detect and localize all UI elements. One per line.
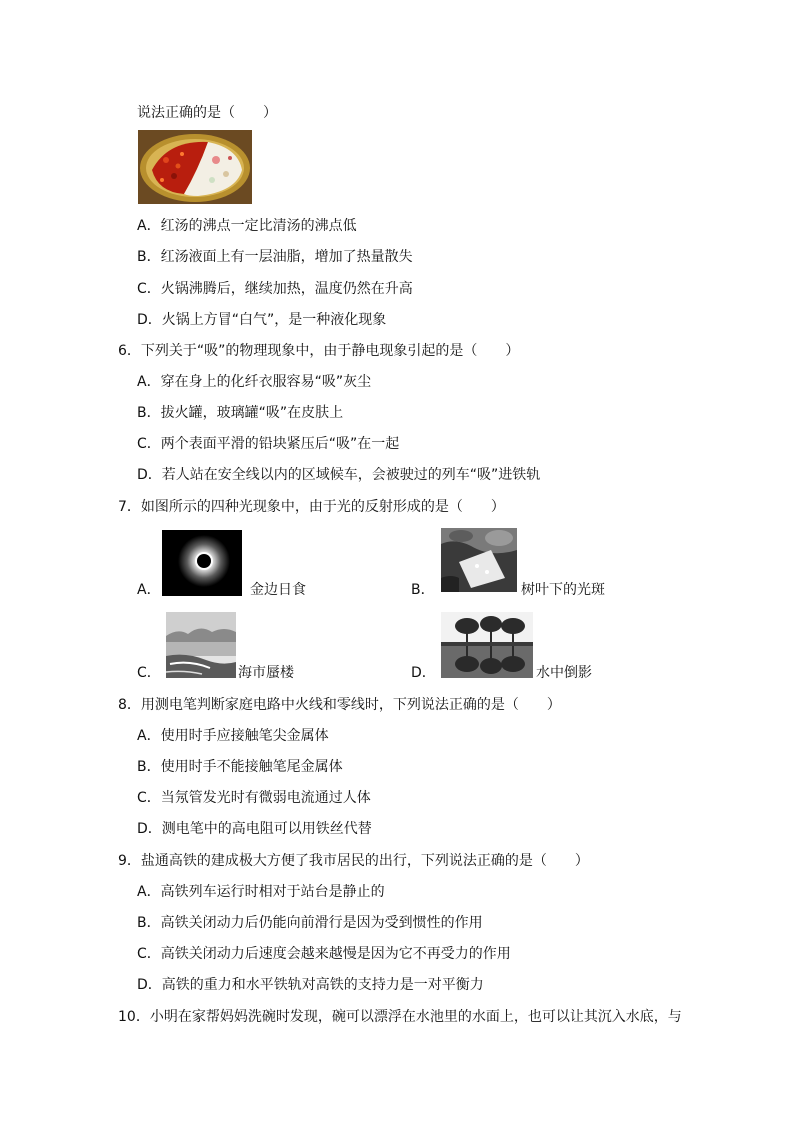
light-spot-image <box>441 528 517 592</box>
mirage-image <box>166 612 236 678</box>
q8-option-c: C．当氖管发光时有微弱电流通过人体 <box>137 790 371 806</box>
q7-choice-c-letter: C． <box>137 665 161 681</box>
q9-option-a: A．高铁列车运行时相对于站台是静止的 <box>137 884 385 900</box>
q8-stem: 8．用测电笔判断家庭电路中火线和零线时，下列说法正确的是（ ） <box>118 697 561 713</box>
q7-choice-d-caption: 水中倒影 <box>536 665 592 681</box>
q7-choice-b-letter: B． <box>411 582 435 598</box>
q7-choice-c-caption: 海市蜃楼 <box>238 665 294 681</box>
q7-choice-b-caption: 树叶下的光斑 <box>521 582 605 598</box>
q6-option-a: A．穿在身上的化纤衣服容易“吸”灰尘 <box>137 374 372 390</box>
q8-option-d: D．测电笔中的高电阻可以用铁丝代替 <box>137 821 372 837</box>
q9-option-d: D．高铁的重力和水平铁轨对高铁的支持力是一对平衡力 <box>137 977 484 993</box>
q7-choice-d-letter: D． <box>411 665 436 681</box>
hotpot-image <box>138 130 252 204</box>
eclipse-image <box>162 530 242 596</box>
q7-choice-a-letter: A． <box>137 582 161 598</box>
q6-option-b: B．拔火罐，玻璃罐“吸”在皮肤上 <box>137 405 344 421</box>
q6-option-d: D．若人站在安全线以内的区域候车，会被驶过的列车“吸”进铁轨 <box>137 467 541 483</box>
q9-option-c: C．高铁关闭动力后速度会越来越慢是因为它不再受力的作用 <box>137 946 511 962</box>
q7-choice-a-caption: 金边日食 <box>250 582 306 598</box>
q9-option-b: B．高铁关闭动力后仍能向前滑行是因为受到惯性的作用 <box>137 915 483 931</box>
q5-option-a: A．红汤的沸点一定比清汤的沸点低 <box>137 218 357 234</box>
q6-option-c: C．两个表面平滑的铅块紧压后“吸”在一起 <box>137 436 400 452</box>
q5-stem-tail: 说法正确的是（ ） <box>137 105 277 121</box>
q5-option-c: C．火锅沸腾后，继续加热，温度仍然在升高 <box>137 281 413 297</box>
q5-option-d: D．火锅上方冒“白气”，是一种液化现象 <box>137 312 387 328</box>
q8-option-a: A．使用时手应接触笔尖金属体 <box>137 728 329 744</box>
q9-stem: 9．盐通高铁的建成极大方便了我市居民的出行，下列说法正确的是（ ） <box>118 853 589 869</box>
q7-stem: 7．如图所示的四种光现象中，由于光的反射形成的是（ ） <box>118 499 505 515</box>
q6-stem: 6．下列关于“吸”的物理现象中，由于静电现象引起的是（ ） <box>118 343 520 359</box>
q5-option-b: B．红汤液面上有一层油脂，增加了热量散失 <box>137 249 413 265</box>
q10-stem: 10．小明在家帮妈妈洗碗时发现，碗可以漂浮在水池里的水面上，也可以让其沉入水底，与 <box>118 1009 682 1025</box>
q8-option-b: B．使用时手不能接触笔尾金属体 <box>137 759 343 775</box>
reflection-image <box>441 612 533 678</box>
